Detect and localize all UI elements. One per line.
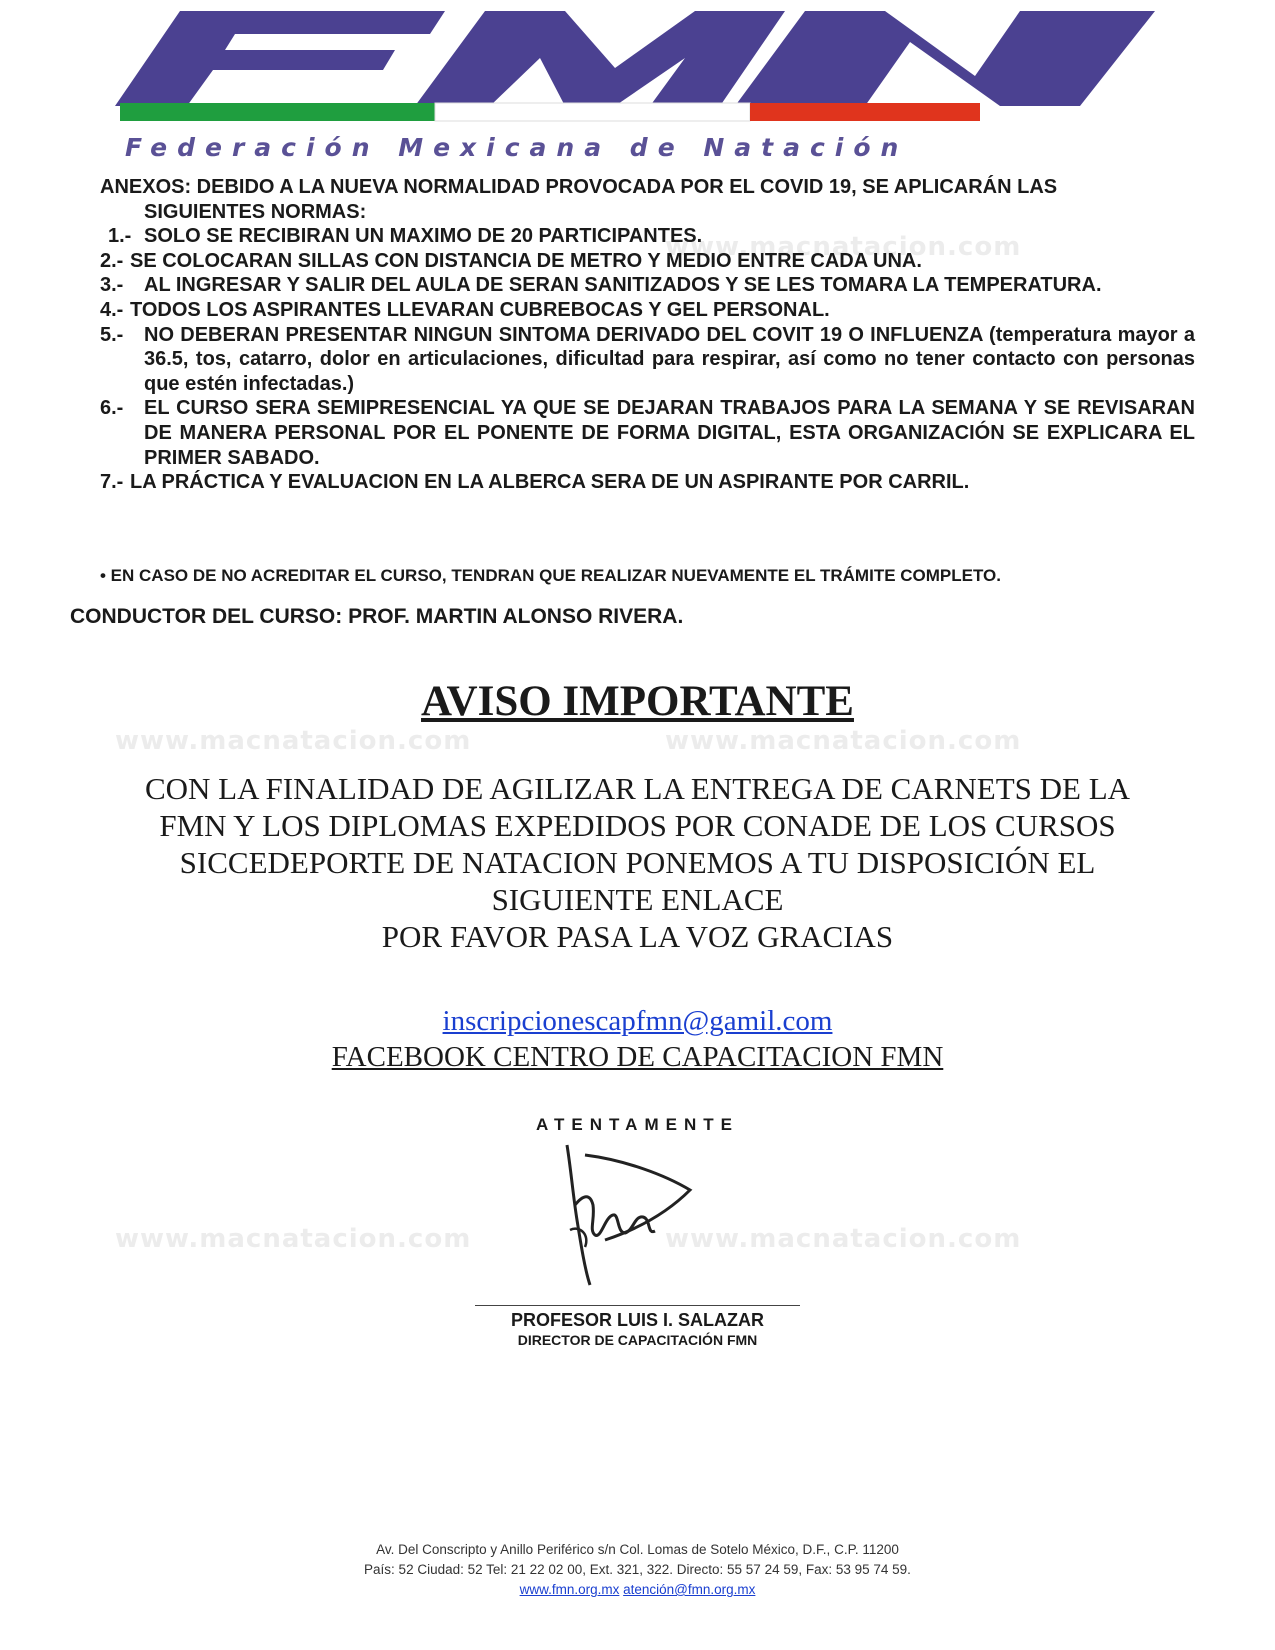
- signature-icon: [555, 1135, 705, 1295]
- footer: [0, 1540, 1275, 1600]
- watermark: www.macnatacion.com: [665, 232, 1022, 262]
- facebook-link[interactable]: FACEBOOK CENTRO DE CAPACITACION FMN: [331, 1041, 944, 1073]
- norm-item: [100, 396, 1195, 470]
- notice-line: SICCEDEPORTE DE NATACION PONEMOS A TU DISPOSICIÓN EL: [179, 845, 1096, 880]
- notice-line: FMN Y LOS DIPLOMAS EXPEDIDOS POR CONADE DE LOS CURSOS: [159, 808, 1116, 843]
- fmn-logo-graphic: [95, 6, 1205, 136]
- email-link[interactable]: inscripcionescapfmn@gamil.com: [442, 1005, 833, 1037]
- logo-letter-f: [115, 11, 445, 106]
- signature-line: [475, 1305, 800, 1306]
- norm-text: SE COLOCARAN SILLAS CON DISTANCIA DE METRO Y MEDIO ENTRE CADA UNA.: [130, 249, 922, 272]
- norm-text: LA PRÁCTICA Y EVALUACION EN LA ALBERCA SERA DE UN ASPIRANTE POR CARRIL.: [130, 471, 970, 494]
- norm-text: NO DEBERAN PRESENTAR NINGUN SINTOMA DERIVADO DEL COVIT 19 O INFLUENZA (temperatura mayor a 36.5, tos, catarro, dolor en articulaciones, dificultad para respirar, así como no tener contacto con personas que estén infectadas.): [144, 323, 1195, 395]
- norm-number: 4.-: [100, 298, 124, 321]
- notice-text: [60, 770, 1215, 955]
- footer-address: Av. Del Conscripto y Anillo Periférico s/n Col. Lomas de Sotelo México, D.F., C.P. 11200: [376, 1542, 899, 1557]
- watermark: www.macnatacion.com: [665, 726, 1022, 756]
- logo-letter-m: [415, 11, 785, 106]
- norm-item: [100, 224, 1195, 249]
- norm-number: 5.-: [100, 323, 124, 346]
- footer-web-link[interactable]: www.fmn.org.mx: [519, 1582, 620, 1597]
- logo-stripe-white: [435, 103, 750, 121]
- notice-line: POR FAVOR PASA LA VOZ GRACIAS: [381, 919, 894, 954]
- notice-line: SIGUIENTE ENLACE: [491, 882, 784, 917]
- signer-title: DIRECTOR DE CAPACITACIÓN FMN: [517, 1332, 758, 1348]
- norm-number: 3.-: [100, 274, 124, 297]
- norm-item: [100, 323, 1195, 397]
- norm-item: [100, 273, 1195, 298]
- norm-item: [100, 298, 1195, 323]
- annex-intro-cont: SIGUIENTES NORMAS:: [144, 200, 367, 223]
- watermark: www.macnatacion.com: [665, 1224, 1022, 1254]
- norm-text: TODOS LOS ASPIRANTES LLEVARAN CUBREBOCAS Y GEL PERSONAL.: [130, 298, 830, 321]
- footer-mail-link[interactable]: atención@fmn.org.mx: [623, 1582, 756, 1597]
- norm-text: AL INGRESAR Y SALIR DEL AULA DE SERAN SANITIZADOS Y SE LES TOMARA LA TEMPERATURA.: [144, 274, 1102, 297]
- watermark: www.macnatacion.com: [115, 1224, 472, 1254]
- norm-text: EL CURSO SERA SEMIPRESENCIAL YA QUE SE DEJARAN TRABAJOS PARA LA SEMANA Y SE REVISARAN DE MANERA PERSONAL POR EL PONENTE DE FORMA DIGITAL, ESTA ORGANIZACIÓN SE EXPLICARA EL PRIMER SABADO.: [144, 397, 1195, 469]
- norm-item: [100, 249, 1195, 274]
- norm-number: 7.-: [100, 471, 124, 494]
- norm-number: 2.-: [100, 249, 124, 272]
- closing-text: ATENTAMENTE: [536, 1115, 739, 1134]
- logo-stripe-red: [750, 103, 980, 121]
- footer-phones: País: 52 Ciudad: 52 Tel: 21 22 02 00, Ext. 321, 322. Directo: 55 57 24 59, Fax: 53 95 74 59.: [364, 1562, 911, 1577]
- norm-number: 1.-: [108, 225, 132, 248]
- logo-stripe-green: [120, 103, 435, 121]
- notice-line: CON LA FINALIDAD DE AGILIZAR LA ENTREGA DE CARNETS DE LA: [144, 771, 1131, 806]
- signer-name: PROFESOR LUIS I. SALAZAR: [510, 1310, 764, 1330]
- aviso-title: AVISO IMPORTANTE: [421, 678, 854, 725]
- norm-text: SOLO SE RECIBIRAN UN MAXIMO DE 20 PARTICIPANTES.: [144, 225, 703, 248]
- course-conductor: CONDUCTOR DEL CURSO: PROF. MARTIN ALONSO RIVERA.: [70, 605, 684, 628]
- annex-section: [100, 175, 1195, 495]
- logo-subtitle: Federación Mexicana de Natación: [125, 133, 909, 162]
- logo-letter-n: [735, 11, 1155, 106]
- norm-item: [100, 470, 1195, 495]
- watermark: www.macnatacion.com: [115, 726, 472, 756]
- annex-intro: ANEXOS: DEBIDO A LA NUEVA NORMALIDAD PROVOCADA POR EL COVID 19, SE APLICARÁN LAS: [100, 176, 1058, 198]
- signature-image: [555, 1135, 705, 1295]
- bullet-note: • EN CASO DE NO ACREDITAR EL CURSO, TENDRAN QUE REALIZAR NUEVAMENTE EL TRÁMITE COMPLETO.: [100, 566, 1002, 585]
- footer-links: [0, 1580, 1275, 1600]
- norm-number: 6.-: [100, 397, 124, 420]
